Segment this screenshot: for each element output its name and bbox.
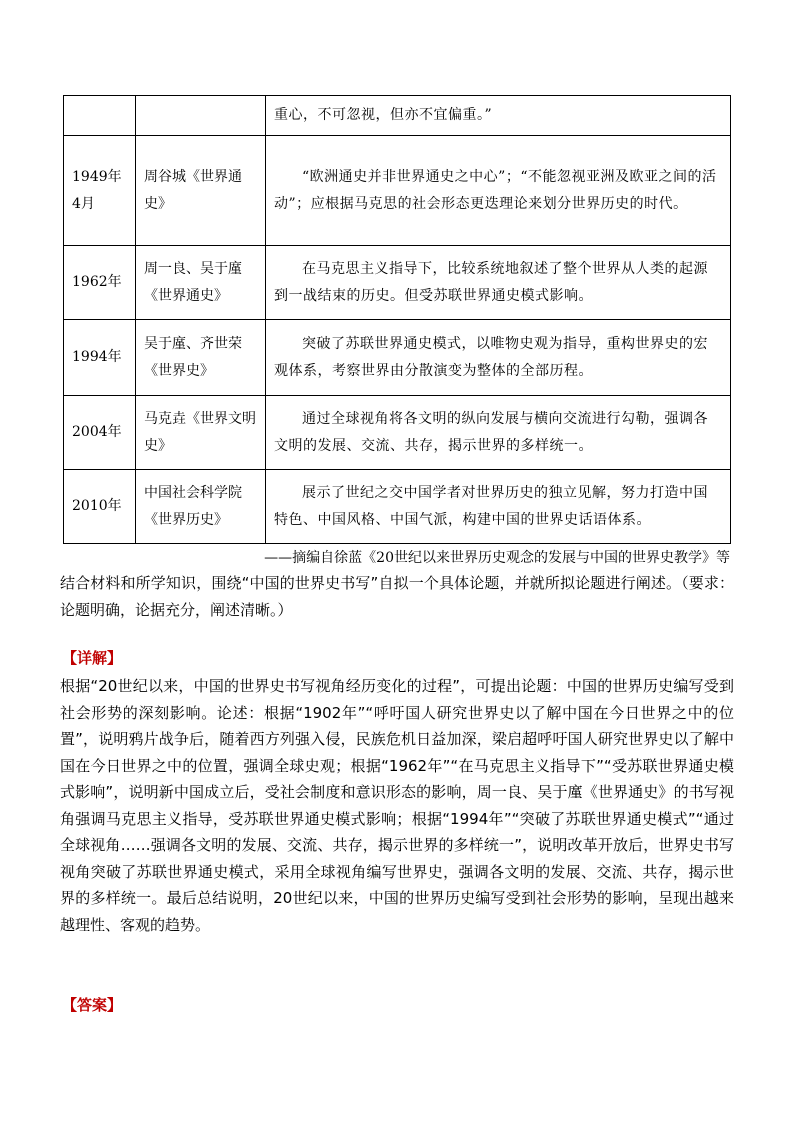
year-cell: 1962年 (64, 246, 136, 320)
author-cell: 周谷城《世界通史》 (136, 136, 266, 246)
source-citation: ——摘编自徐蓝《20世纪以来世界历史观念的发展与中国的世界史教学》等 (264, 550, 730, 566)
description-cell: 展示了世纪之交中国学者对世界历史的独立见解，努力打造中国特色、中国风格、中国气派，构建中国的世界史话语体系。 (266, 470, 731, 544)
table-row (64, 96, 731, 136)
question-text: 结合材料和所学知识，围绕“中国的世界史书写”自拟一个具体论题，并就所拟论题进行阐述。（要求：论题明确，论据充分，阐述清晰。） (60, 574, 734, 619)
table-row (64, 320, 731, 396)
description-cell: 在马克思主义指导下，比较系统地叙述了整个世界从人类的起源到一战结束的历史。但受苏联世界通史模式影响。 (266, 246, 731, 320)
year-cell (64, 96, 136, 136)
description-cell: 突破了苏联世界通史模式，以唯物史观为指导，重构世界史的宏观体系，考察世界由分散演变为整体的全部历程。 (266, 320, 731, 396)
author-cell: 吴于廑、齐世荣《世界史》 (136, 320, 266, 396)
history-table (63, 95, 731, 544)
description-cell: 通过全球视角将各文明的纵向发展与横向交流进行勾勒，强调各文明的发展、交流、共存，揭示世界的多样统一。 (266, 396, 731, 470)
year-cell: 2004年 (64, 396, 136, 470)
year-cell: 1994年 (64, 320, 136, 396)
author-cell: 周一良、吴于廑《世界通史》 (136, 246, 266, 320)
description-cell: 重心，不可忽视，但亦不宜偏重。” (266, 96, 731, 136)
author-cell (136, 96, 266, 136)
detail-heading: 【详解】 (62, 649, 123, 667)
analysis-text: 根据“20世纪以来，中国的世界史书写视角经历变化的过程”，可提出论题：中国的世界历史编写受到社会形势的深刻影响。论述：根据“1902年”“呼吁国人研究世界史以了解中国在今日世界之中的位置”，说明鸦片战争后，随着西方列强入侵，民族危机日益加深，梁启超呼吁国人研究世界史以了解中国在今日世界之中的位置，强调全球史观；根据“1962年”“在马克思主义指导下”“受苏联世界通史模式影响”，说明新中国成立后，受社会制度和意识形态的影响，周一良、吴于廑《世界通史》的书写视角强调马克思主义指导，受苏联世界通史模式影响；根据“1994年”“突破了苏联世界通史模式”“通过全球视角……强调各文明的发展、交流、共存，揭示世界的多样统一”，说明改革开放后，世界史书写视角突破了苏联世界通史模式，采用全球视角编写世界史，强调各文明的发展、交流、共存，揭示世界的多样统一。最后总结说明，20世纪以来，中国的世界历史编写受到社会形势的影响，呈现出越来越理性、客观的趋势。 (60, 677, 734, 934)
year-cell: 2010年 (64, 470, 136, 544)
table-row (64, 136, 731, 246)
description-cell: “欧洲通史并非世界通史之中心”；“不能忽视亚洲及欧亚之间的活动”；应根据马克思的社会形态更迭理论来划分世界历史的时代。 (266, 136, 731, 246)
answer-heading: 【答案】 (62, 996, 123, 1014)
table-row (64, 470, 731, 544)
table-row (64, 246, 731, 320)
year-cell: 1949年4月 (64, 136, 136, 246)
table-row (64, 396, 731, 470)
author-cell: 马克垚《世界文明史》 (136, 396, 266, 470)
author-cell: 中国社会科学院《世界历史》 (136, 470, 266, 544)
